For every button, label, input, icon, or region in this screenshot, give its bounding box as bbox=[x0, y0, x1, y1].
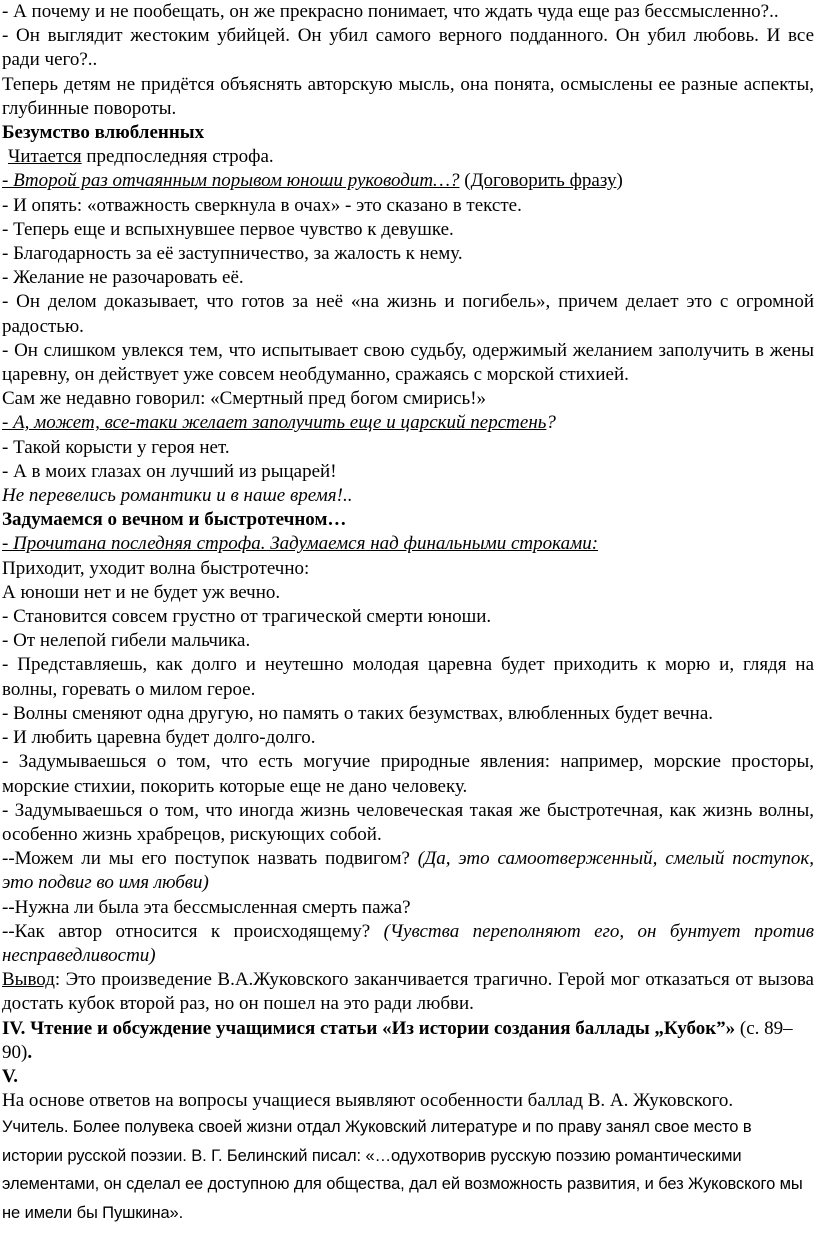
paragraph: А юноши нет и не будет уж вечно. bbox=[2, 581, 281, 603]
paragraph bbox=[2, 968, 814, 1016]
text-run: - Второй раз отчаянным порывом юноши руководит…? bbox=[2, 170, 460, 192]
text-run: (с. 89–90) bbox=[2, 1017, 793, 1063]
paragraph bbox=[2, 920, 814, 968]
paragraph: Не перевелись романтики и в наше время!.. bbox=[2, 485, 353, 507]
paragraph bbox=[2, 169, 814, 193]
text-run: (Да, это самоотверженный, смелый поступок, это подвиг во имя любви) bbox=[2, 848, 814, 894]
text-run: Читается bbox=[8, 146, 82, 168]
paragraph bbox=[2, 411, 814, 435]
text-run: ? bbox=[546, 412, 556, 434]
paragraph: - И опять: «отважность сверкнула в очах» - это сказано в тексте. bbox=[2, 194, 522, 216]
paragraph: Учитель. Более полувека своей жизни отдал Жуковский литературе и по праву занял свое место в истории русской поэзии. В. Г. Белинский писал: «…одухотворив русскую поэзию романтическими элементами, он сделал ее доступною для общества, дал ей возможность развития, и без Жуковского мы не имели бы Пушкина». bbox=[2, 1118, 803, 1222]
paragraph: - Представляешь, как долго и неутешно молодая царевна будет приходить к морю и, глядя на волны, горевать о милом герое. bbox=[2, 654, 814, 700]
text-run: : Это произведение В.А.Жуковского заканчивается трагично. Герой мог отказаться от вызова достать кубок второй раз, но он пошел на это ради любви. bbox=[2, 969, 814, 1015]
paragraph: - Задумываешься о том, что есть могучие природные явления: например, морские просторы, морские стихии, покорить которые еще не дано человеку. bbox=[2, 751, 814, 797]
paragraph: - Он выглядит жестоким убийцей. Он убил самого верного подданного. Он убил любовь. И все ради чего?.. bbox=[2, 25, 814, 71]
paragraph: На основе ответов на вопросы учащиеся выявляют особенности баллад В. А. Жуковского. bbox=[2, 1090, 734, 1112]
paragraph bbox=[2, 1017, 814, 1065]
paragraph: - Теперь еще и вспыхнувшее первое чувство к девушке. bbox=[2, 218, 454, 240]
paragraph bbox=[2, 847, 814, 895]
section-heading: Задумаемся о вечном и быстротечном… bbox=[2, 509, 347, 531]
text-run: ) bbox=[616, 170, 623, 192]
paragraph: Сам же недавно говорил: «Смертный пред богом смирись!» bbox=[2, 388, 487, 410]
text-run: IV. Чтение и обсуждение учащимися статьи «Из истории создания баллады „Кубок”» bbox=[2, 1017, 736, 1039]
text-run: предпоследняя строфа. bbox=[81, 146, 274, 168]
paragraph: - Благодарность за её заступничество, за жалость к нему. bbox=[2, 243, 463, 265]
text-run: - А, может, все-таки желает заполучить еще и царский перстень bbox=[2, 412, 547, 434]
paragraph: - Такой корысти у героя нет. bbox=[2, 436, 230, 458]
section-heading: V. bbox=[2, 1065, 19, 1087]
paragraph: - Задумываешься о том, что иногда жизнь человеческая такая же быстротечная, как жизнь волны, особенно жизнь храбрецов, рискующих собой. bbox=[2, 799, 814, 845]
paragraph: - Он слишком увлекся тем, что испытывает свою судьбу, одержимый желанием заполучить в жены царевну, он действует уже совсем необдуманно, сражаясь с морской стихией. bbox=[2, 339, 814, 386]
paragraph: - Становится совсем грустно от трагической смерти юноши. bbox=[2, 606, 492, 628]
paragraph: --Нужна ли была эта бессмысленная смерть пажа? bbox=[2, 896, 411, 918]
paragraph: - Желание не разочаровать её. bbox=[2, 267, 244, 289]
paragraph: Приходит, уходит волна быстротечно: bbox=[2, 557, 310, 579]
paragraph: - Он делом доказывает, что готов за неё «на жизнь и погибель», причем делает это с огромной радостью. bbox=[2, 291, 814, 337]
paragraph: - От нелепой гибели мальчика. bbox=[2, 630, 251, 652]
paragraph: - А почему и не пообещать, он же прекрасно понимает, что ждать чуда еще раз бессмысленно?.. bbox=[2, 1, 779, 22]
paragraph: - Прочитана последняя строфа. Задумаемся над финальными строками: bbox=[2, 533, 599, 555]
paragraph: - А в моих глазах он лучший из рыцарей! bbox=[2, 460, 337, 482]
text-run: --Как автор относится к происходящему? bbox=[2, 920, 384, 942]
text-run: Договорить фразу bbox=[470, 170, 617, 192]
section-heading: Безумство влюбленных bbox=[2, 122, 205, 144]
paragraph: - Волны сменяют одна другую, но память о таких безумствах, влюбленных будет вечна. bbox=[2, 702, 714, 724]
paragraph: - И любить царевна будет долго-долго. bbox=[2, 727, 316, 749]
text-run: . bbox=[27, 1041, 33, 1063]
paragraph: Теперь детям не придётся объяснять авторскую мысль, она понята, осмыслены ее разные аспекты, глубинные повороты. bbox=[2, 73, 814, 119]
text-run: (Чувства переполняют его, он бунтует против несправедливости) bbox=[2, 920, 814, 966]
text-run: ( bbox=[459, 170, 471, 192]
text-run: Вывод bbox=[2, 969, 55, 991]
text-run: --Можем ли мы его поступок назвать подвигом? bbox=[2, 848, 418, 870]
paragraph bbox=[2, 145, 814, 169]
